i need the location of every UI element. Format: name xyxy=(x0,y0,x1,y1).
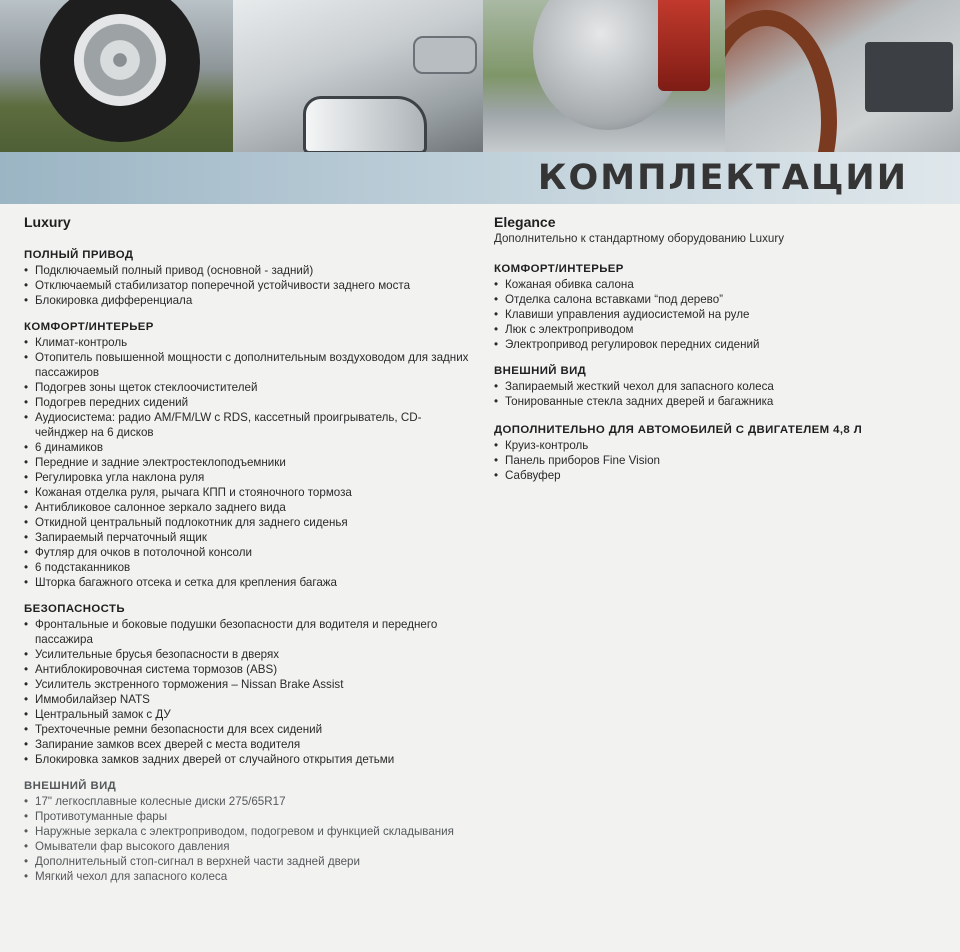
list-item: • Тонированные стекла задних дверей и багажника xyxy=(494,394,934,409)
list-item: • Регулировка угла наклона руля xyxy=(24,470,470,485)
list-item: • Запираемый жесткий чехол для запасного колеса xyxy=(494,379,934,394)
list-item: • Панель приборов Fine Vision xyxy=(494,453,934,468)
list-item: • Блокировка дифференциала xyxy=(24,293,470,308)
list-item: • Противотуманные фары xyxy=(24,809,470,824)
steering-wheel-shape xyxy=(725,10,837,152)
elegance-section-title-exterior: ВНЕШНИЙ ВИД xyxy=(494,365,587,377)
spare-wheel-photo xyxy=(483,0,725,152)
elegance-list-exterior xyxy=(494,379,934,409)
list-item: • 6 динамиков xyxy=(24,440,470,455)
list-item: • Шторка багажного отсека и сетка для крепления багажа xyxy=(24,575,470,590)
list-item: • Клавиши управления аудиосистемой на руле xyxy=(494,307,934,322)
interior-photo xyxy=(725,0,960,152)
rim-shape xyxy=(74,14,166,106)
list-item: • 17" легкосплавные колесные диски 275/65R17 xyxy=(24,794,470,809)
elegance-column xyxy=(494,213,934,483)
luxury-column xyxy=(24,213,470,884)
list-item: • 6 подстаканников xyxy=(24,560,470,575)
list-item: • Круиз-контроль xyxy=(494,438,934,453)
list-item: • Подогрев передних сидений xyxy=(24,395,470,410)
elegance-list-comfort xyxy=(494,277,934,352)
list-item: • Люк с электроприводом xyxy=(494,322,934,337)
header-band xyxy=(0,152,960,204)
list-item: • Иммобилайзер NATS xyxy=(24,692,470,707)
luxury-section-title-drive: ПОЛНЫЙ ПРИВОД xyxy=(24,249,134,261)
headlight-shape xyxy=(303,96,427,152)
list-item: • Блокировка замков задних дверей от случайного открытия детьми xyxy=(24,752,470,767)
luxury-section-title-comfort: КОМФОРТ/ИНТЕРЬЕР xyxy=(24,321,154,333)
list-item: • Климат-контроль xyxy=(24,335,470,350)
list-item: • Антиблокировочная система тормозов (ABS) xyxy=(24,662,470,677)
list-item: • Откидной центральный подлокотник для заднего сиденья xyxy=(24,515,470,530)
elegance-section-title-comfort: КОМФОРТ/ИНТЕРЬЕР xyxy=(494,263,624,275)
luxury-list-safety xyxy=(24,617,470,767)
radio-unit-shape xyxy=(865,42,953,112)
list-item: • Подключаемый полный привод (основной - задний) xyxy=(24,263,470,278)
luxury-section-title-safety: БЕЗОПАСНОСТЬ xyxy=(24,603,125,615)
headlight-photo xyxy=(233,0,483,152)
wheel-photo xyxy=(0,0,233,152)
list-item: • Центральный замок с ДУ xyxy=(24,707,470,722)
luxury-title: Luxury xyxy=(24,214,71,230)
elegance-section-title-engine: ДОПОЛНИТЕЛЬНО ДЛЯ АВТОМОБИЛЕЙ С ДВИГАТЕЛЕМ 4,8 Л xyxy=(494,424,863,436)
list-item: • Отключаемый стабилизатор поперечной устойчивости заднего моста xyxy=(24,278,470,293)
luxury-section-title-exterior: ВНЕШНИЙ ВИД xyxy=(24,780,117,792)
list-item: • Усилитель экстренного торможения – Nissan Brake Assist xyxy=(24,677,470,692)
luxury-list-comfort xyxy=(24,335,470,590)
photo-strip xyxy=(0,0,960,152)
list-item: • Антибликовое салонное зеркало заднего вида xyxy=(24,500,470,515)
list-item: • Отопитель повышенной мощности с дополнительным воздуховодом для задних пассажиров xyxy=(24,350,470,380)
list-item: • Усилительные брусья безопасности в дверях xyxy=(24,647,470,662)
list-item: • Кожаная отделка руля, рычага КПП и стояночного тормоза xyxy=(24,485,470,500)
list-item: • Трехточечные ремни безопасности для всех сидений xyxy=(24,722,470,737)
list-item: • Аудиосистема: радио AM/FM/LW с RDS, кассетный проигрыватель, CD-чейнджер на 6 дисков xyxy=(24,410,470,440)
luxury-list-drive xyxy=(24,263,470,308)
list-item: • Электропривод регулировок передних сидений xyxy=(494,337,934,352)
list-item: • Омыватели фар высокого давления xyxy=(24,839,470,854)
list-item: • Дополнительный стоп-сигнал в верхней части задней двери xyxy=(24,854,470,869)
elegance-title: Elegance xyxy=(494,214,556,230)
list-item: • Запираемый перчаточный ящик xyxy=(24,530,470,545)
list-item: • Футляр для очков в потолочной консоли xyxy=(24,545,470,560)
page-title: КОМПЛЕКТАЦИИ xyxy=(537,158,908,198)
list-item: • Кожаная обивка салона xyxy=(494,277,934,292)
elegance-list-engine xyxy=(494,438,934,483)
elegance-subtitle: Дополнительно к стандартному оборудованию Luxury xyxy=(494,232,785,245)
list-item: • Подогрев зоны щеток стеклоочистителей xyxy=(24,380,470,395)
list-item: • Передние и задние электростеклоподъемники xyxy=(24,455,470,470)
luxury-list-exterior xyxy=(24,794,470,884)
list-item: • Отделка салона вставками “под дерево” xyxy=(494,292,934,307)
mirror-shape xyxy=(413,36,477,74)
list-item: • Сабвуфер xyxy=(494,468,934,483)
list-item: • Наружные зеркала с электроприводом, подогревом и функцией складывания xyxy=(24,824,470,839)
list-item: • Фронтальные и боковые подушки безопасности для водителя и переднего пассажира xyxy=(24,617,470,647)
list-item: • Мягкий чехол для запасного колеса xyxy=(24,869,470,884)
taillight-shape xyxy=(658,0,710,91)
list-item: • Запирание замков всех дверей с места водителя xyxy=(24,737,470,752)
